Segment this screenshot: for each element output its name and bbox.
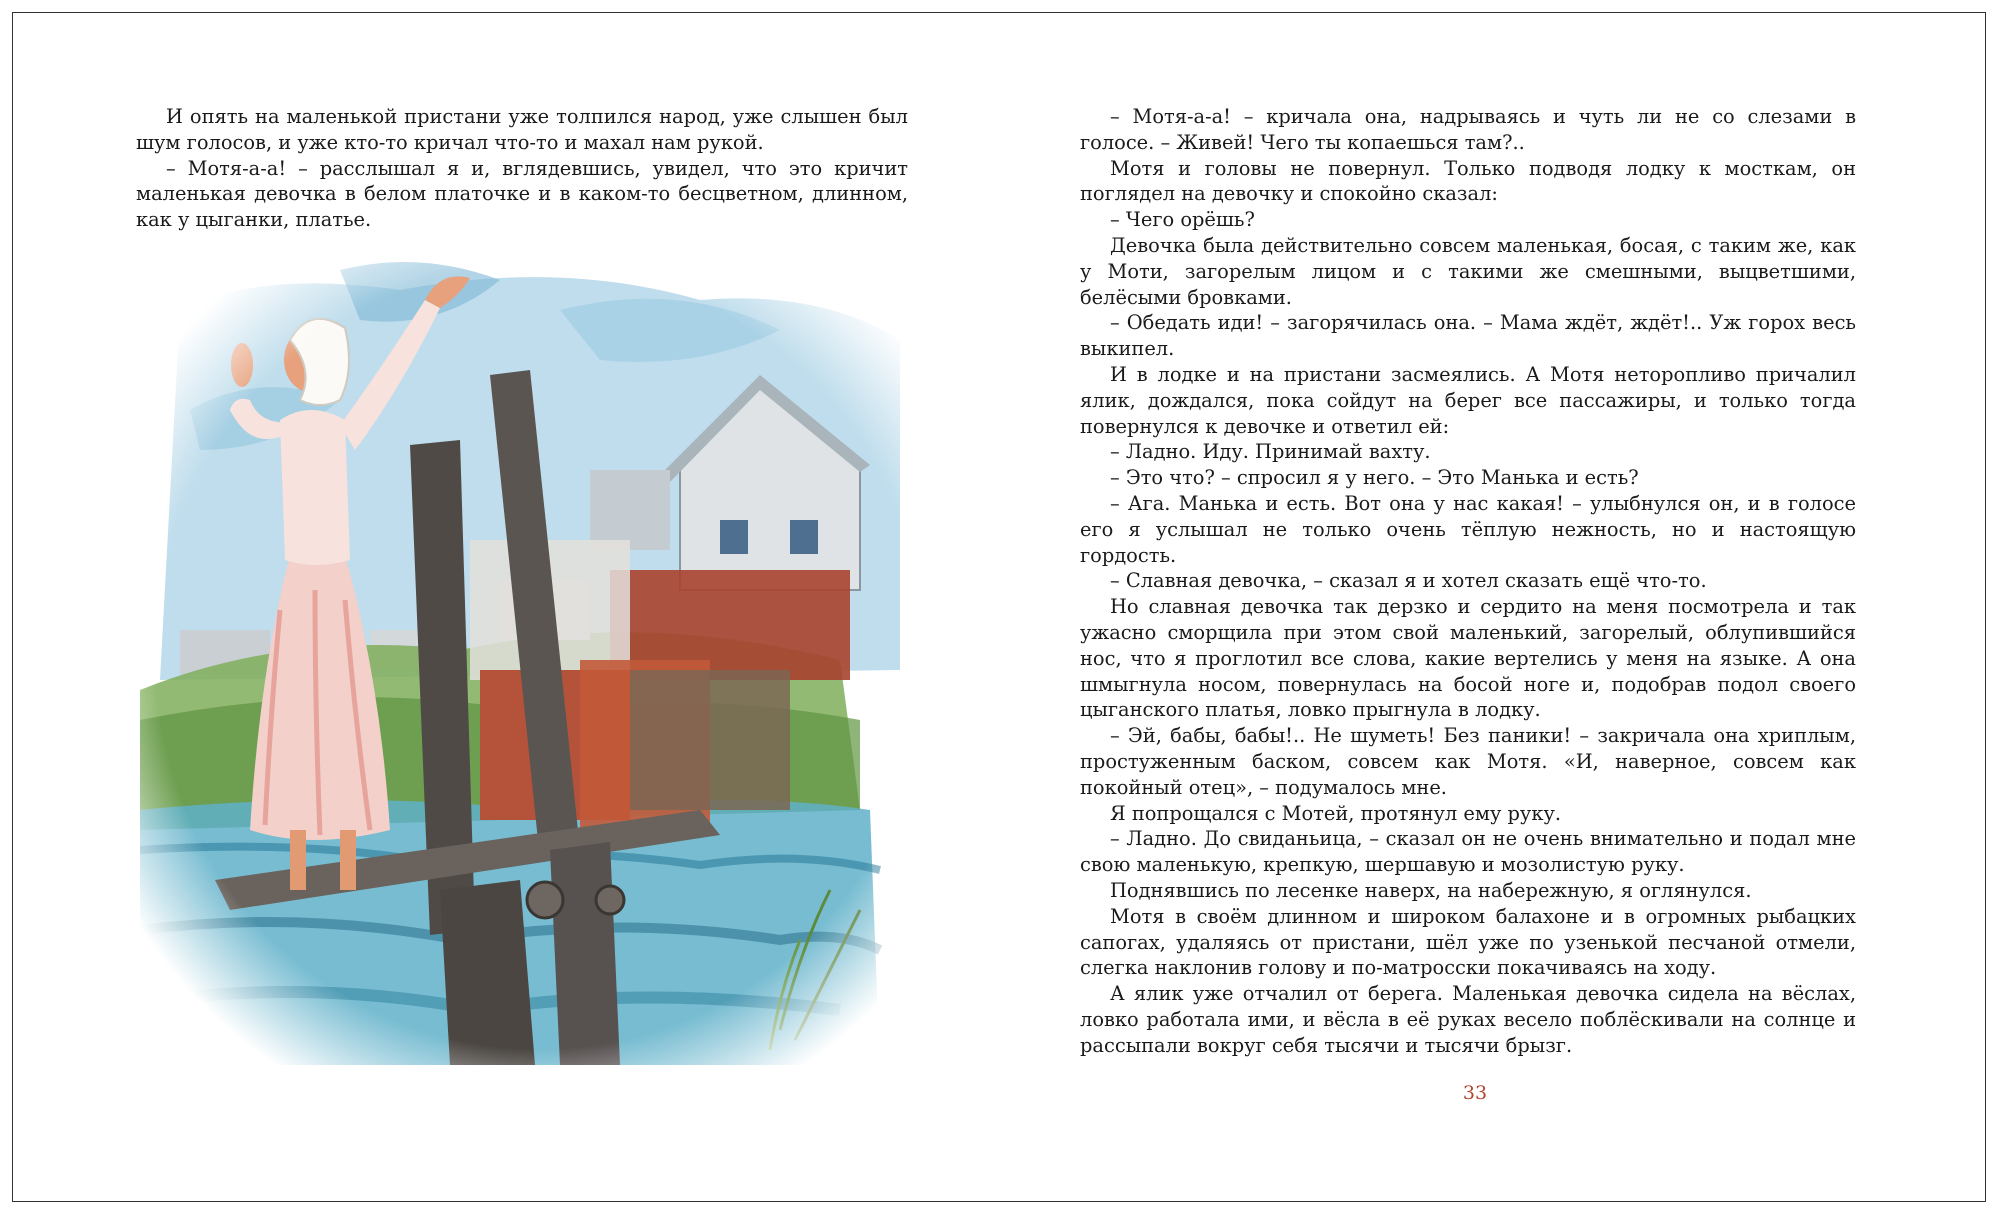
paragraph: Поднявшись по лесенке наверх, на набережную, я оглянулся. <box>1110 878 1752 902</box>
watercolor-illustration <box>140 250 940 1065</box>
paragraph: – Мотя-а-а! – кричала она, надрываясь и чуть ли не со слезами в голосе. – Живей! Чего ты копаешься там?.. <box>1080 105 1856 154</box>
paragraph: – Чего орёшь? <box>1110 208 1255 232</box>
paragraph: Девочка была действительно совсем маленькая, босая, с таким же, как у Моти, загорелым лицом и с такими же смешными, выцветшими, белёсыми бровками. <box>1080 233 1856 309</box>
paragraph: Мотя в своём длинном и широком балахоне и в огромных рыбацких сапогах, удаляясь от пристани, шёл уже по узенькой песчаной отмели, слегка наклонив голову и по-матросски покачиваясь на ходу. <box>1080 904 1856 980</box>
paragraph: – Ага. Манька и есть. Вот она у нас какая! – улыбнулся он, и в голосе его я услышал не только очень тёплую нежность, но и настоящую гордость. <box>1080 491 1856 567</box>
paragraph: И в лодке и на пристани засмеялись. А Мотя неторопливо причалил ялик, дождался, пока сойдут на берег все пассажиры, и только тогда повернулся к девочке и ответил ей: <box>1080 362 1856 438</box>
paragraph: – Ладно. До свиданьица, – сказал он не очень внимательно и подал мне свою маленькую, крепкую, шершавую и мозолистую руку. <box>1080 827 1856 877</box>
paragraph: А ялик уже отчалил от берега. Маленькая девочка сидела на вёслах, ловко работала ими, и вёсла в её руках весело поблёскивали на солнце и рассыпали вокруг себя тысячи и тысячи брызг. <box>1080 982 1856 1057</box>
paragraph: – Это что? – спросил я у него. – Это Манька и есть? <box>1110 466 1639 490</box>
paragraph: – Славная девочка, – сказал я и хотел сказать ещё что-то. <box>1110 569 1707 593</box>
paragraph: И опять на маленькой пристани уже толпился народ, уже слышен был шум голосов, и уже кто-то кричал что-то и махал нам рукой. <box>136 105 908 154</box>
paragraph: – Эй, бабы, бабы!.. Не шуметь! Без паники! – закричала она хриплым, простуженным баском, совсем как Мотя. «И, наверное, совсем как покойный отец», – подумалось мне. <box>1080 724 1856 799</box>
right-page-text <box>1080 104 1856 1058</box>
left-page-text <box>136 104 908 233</box>
paragraph: Но славная девочка так дерзко и сердито на меня посмотрела и так ужасно сморщила при этом свой маленький, загорелый, облупившийся нос, что я проглотил все слова, какие вертелись у меня на языке. А она шмыгнула носом, повернулась на босой ноге и, подобрав подол своего цыганского платья, ловко прыгнула в лодку. <box>1080 595 1856 722</box>
paragraph: – Ладно. Иду. Принимай вахту. <box>1110 440 1431 464</box>
paragraph: Я попрощался с Мотей, протянул ему руку. <box>1110 801 1562 825</box>
paragraph: – Обедать иди! – загорячилась она. – Мама ждёт, ждёт!.. Уж горох весь выкипел. <box>1080 311 1856 361</box>
paragraph: – Мотя-а-а! – расслышал я и, вглядевшись, увидел, что это кричит маленькая девочка в белом платочке и в каком-то бесцветном, длинном, как у цыганки, платье. <box>136 156 908 232</box>
paragraph: Мотя и головы не повернул. Только подводя лодку к мосткам, он поглядел на девочку и спокойно сказал: <box>1080 156 1856 206</box>
page-number: 33 <box>1462 1082 1488 1104</box>
illustration-girl-on-pier <box>140 250 940 1065</box>
